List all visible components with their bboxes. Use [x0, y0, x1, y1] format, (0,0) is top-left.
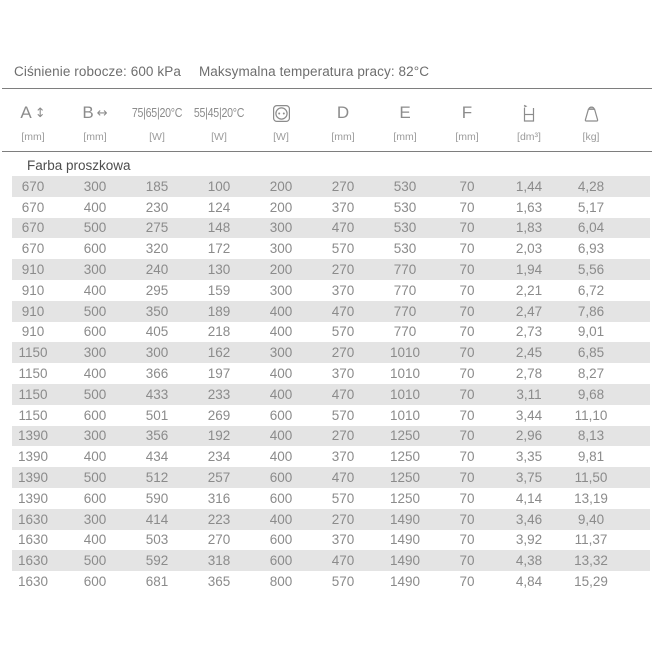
table-cell: 5,17 — [577, 199, 605, 215]
table-cell: 1250 — [389, 490, 421, 506]
column-header-power-75 — [126, 99, 188, 143]
table-cell: 503 — [145, 532, 169, 548]
table-cell: 400 — [83, 199, 107, 215]
table-cell: 1,44 — [515, 178, 543, 194]
table-cell: 197 — [207, 366, 231, 382]
table-cell: 2,78 — [515, 366, 543, 382]
power-socket-icon — [272, 104, 291, 123]
table-row — [0, 426, 654, 447]
table-cell: 910 — [21, 282, 45, 298]
table-cell: 223 — [207, 511, 231, 527]
table-cell: 600 — [83, 490, 107, 506]
table-body — [0, 155, 654, 592]
up-down-arrow-icon: ↕ — [34, 105, 46, 121]
table-cell: 70 — [459, 490, 475, 506]
table-cell: 470 — [331, 220, 355, 236]
table-cell: 1630 — [17, 511, 49, 527]
table-cell: 233 — [207, 386, 231, 402]
table-cell: 500 — [83, 470, 107, 486]
table-cell: 370 — [331, 282, 355, 298]
table-cell: 400 — [83, 366, 107, 382]
table-cell: 770 — [393, 303, 417, 319]
table-cell: 270 — [331, 262, 355, 278]
max-temperature-text: Maksymalna temperatura pracy: 82°C — [198, 64, 430, 79]
table-row — [0, 238, 654, 259]
table-cell: 1390 — [17, 470, 49, 486]
column-unit: [W] — [211, 131, 227, 143]
table-cell: 350 — [145, 303, 169, 319]
weight-bag-icon — [582, 103, 601, 124]
table-cell: 670 — [21, 178, 45, 194]
table-cell: 320 — [145, 241, 169, 257]
table-cell: 400 — [83, 532, 107, 548]
table-cell: 910 — [21, 262, 45, 278]
table-cell: 192 — [207, 428, 231, 444]
table-cell: 300 — [145, 345, 169, 361]
table-cell: 218 — [207, 324, 231, 340]
table-cell: 1010 — [389, 407, 421, 423]
table-cell: 370 — [331, 532, 355, 548]
table-cell: 295 — [145, 282, 169, 298]
table-cell: 770 — [393, 282, 417, 298]
table-cell: 70 — [459, 199, 475, 215]
table-cell: 270 — [331, 178, 355, 194]
table-cell: 270 — [331, 428, 355, 444]
table-header — [2, 99, 622, 143]
column-unit: [W] — [273, 131, 289, 143]
table-cell: 70 — [459, 282, 475, 298]
column-header-electric-power — [250, 99, 312, 143]
table-cell: 3,92 — [515, 532, 543, 548]
table-cell: 3,75 — [515, 470, 543, 486]
column-header-water-capacity — [498, 99, 560, 143]
table-cell: 300 — [83, 178, 107, 194]
table-cell: 1490 — [389, 532, 421, 548]
table-cell: 1010 — [389, 366, 421, 382]
table-cell: 70 — [459, 386, 475, 402]
table-cell: 770 — [393, 324, 417, 340]
table-cell: 70 — [459, 449, 475, 465]
table-cell: 234 — [207, 449, 231, 465]
table-cell: 300 — [83, 262, 107, 278]
table-cell: 400 — [83, 282, 107, 298]
table-cell: 370 — [331, 449, 355, 465]
table-cell: 400 — [269, 366, 293, 382]
column-symbol: E — [399, 103, 411, 122]
table-row — [0, 550, 654, 571]
column-unit: [W] — [149, 131, 165, 143]
table-cell: 70 — [459, 532, 475, 548]
table-cell: 500 — [83, 553, 107, 569]
table-row — [0, 446, 654, 467]
table-cell: 200 — [269, 199, 293, 215]
table-cell: 162 — [207, 345, 231, 361]
column-symbol: B — [82, 103, 94, 122]
table-cell: 4,14 — [515, 490, 543, 506]
column-symbol: 75|65|20°C — [131, 106, 183, 120]
table-cell: 1490 — [389, 574, 421, 590]
column-unit: [mm] — [331, 131, 355, 143]
table-cell: 400 — [269, 303, 293, 319]
table-cell: 1,94 — [515, 262, 543, 278]
table-cell: 530 — [393, 178, 417, 194]
table-row — [0, 488, 654, 509]
column-unit: [mm] — [455, 131, 479, 143]
table-cell: 9,68 — [577, 386, 605, 402]
table-row — [0, 301, 654, 322]
table-cell: 670 — [21, 241, 45, 257]
table-row — [0, 176, 654, 197]
table-cell: 4,84 — [515, 574, 543, 590]
table-cell: 8,13 — [577, 428, 605, 444]
table-cell: 1150 — [18, 366, 48, 382]
table-cell: 1390 — [17, 428, 49, 444]
table-cell: 1,63 — [515, 199, 543, 215]
table-cell: 405 — [145, 324, 169, 340]
table-cell: 433 — [145, 386, 169, 402]
table-cell: 2,45 — [515, 345, 543, 361]
column-symbol: 55|45|20°C — [193, 106, 245, 120]
table-cell: 592 — [145, 553, 169, 569]
table-cell: 70 — [459, 407, 475, 423]
table-cell: 124 — [207, 199, 231, 215]
column-unit: [mm] — [393, 131, 417, 143]
table-cell: 189 — [207, 303, 231, 319]
table-cell: 3,11 — [516, 386, 542, 402]
column-header-dim-f — [436, 99, 498, 143]
table-cell: 100 — [207, 178, 231, 194]
table-cell: 70 — [459, 428, 475, 444]
column-symbol: A — [20, 103, 32, 122]
table-cell: 8,27 — [577, 366, 605, 382]
table-cell: 270 — [331, 345, 355, 361]
column-symbol: F — [461, 103, 473, 122]
section-header: Farba proszkowa — [27, 158, 131, 173]
column-header-weight — [560, 99, 622, 143]
table-cell: 11,37 — [574, 532, 608, 548]
table-cell: 230 — [145, 199, 169, 215]
table-cell: 2,73 — [515, 324, 543, 340]
table-cell: 1250 — [389, 449, 421, 465]
table-cell: 400 — [83, 449, 107, 465]
table-cell: 400 — [269, 386, 293, 402]
table-cell: 570 — [331, 574, 355, 590]
table-cell: 70 — [459, 241, 475, 257]
info-bar — [14, 64, 646, 79]
table-cell: 6,85 — [577, 345, 605, 361]
table-row — [0, 467, 654, 488]
table-cell: 1010 — [389, 345, 421, 361]
table-cell: 1630 — [17, 574, 49, 590]
table-cell: 9,01 — [577, 324, 605, 340]
table-cell: 70 — [459, 470, 475, 486]
table-cell: 270 — [207, 532, 231, 548]
table-cell: 130 — [207, 262, 231, 278]
table-cell: 600 — [269, 490, 293, 506]
table-cell: 501 — [145, 407, 169, 423]
table-cell: 6,04 — [577, 220, 605, 236]
table-cell: 414 — [145, 511, 169, 527]
column-unit: [mm] — [21, 131, 45, 143]
table-cell: 600 — [269, 553, 293, 569]
table-cell: 1150 — [18, 345, 48, 361]
table-cell: 185 — [145, 178, 169, 194]
table-cell: 370 — [331, 366, 355, 382]
table-cell: 300 — [269, 282, 293, 298]
table-cell: 70 — [459, 220, 475, 236]
table-cell: 300 — [269, 345, 293, 361]
table-cell: 3,35 — [515, 449, 543, 465]
top-divider — [2, 88, 652, 89]
table-cell: 11,10 — [574, 407, 608, 423]
table-cell: 6,93 — [577, 241, 605, 257]
table-cell: 9,81 — [577, 449, 605, 465]
table-cell: 470 — [331, 303, 355, 319]
table-cell: 570 — [331, 490, 355, 506]
table-cell: 1,83 — [515, 220, 543, 236]
table-cell: 200 — [269, 178, 293, 194]
table-cell: 70 — [459, 324, 475, 340]
working-pressure-text: Ciśnienie robocze: 600 kPa — [14, 64, 181, 79]
table-cell: 910 — [21, 324, 45, 340]
table-cell: 600 — [269, 532, 293, 548]
table-cell: 148 — [207, 220, 231, 236]
table-cell: 300 — [83, 345, 107, 361]
table-cell: 530 — [393, 220, 417, 236]
table-cell: 1490 — [389, 511, 421, 527]
table-cell: 1390 — [17, 490, 49, 506]
table-cell: 9,40 — [577, 511, 605, 527]
table-cell: 470 — [331, 553, 355, 569]
table-cell: 1390 — [17, 449, 49, 465]
table-cell: 512 — [145, 470, 169, 486]
table-cell: 300 — [269, 241, 293, 257]
table-cell: 600 — [269, 407, 293, 423]
table-cell: 2,03 — [515, 241, 543, 257]
table-cell: 11,50 — [574, 470, 608, 486]
table-cell: 600 — [83, 574, 107, 590]
table-row — [0, 384, 654, 405]
table-row — [0, 218, 654, 239]
table-row — [0, 280, 654, 301]
table-cell: 257 — [207, 470, 231, 486]
table-cell: 172 — [207, 241, 231, 257]
table-rows — [0, 176, 654, 592]
table-cell: 70 — [459, 345, 475, 361]
column-header-dim-e — [374, 99, 436, 143]
table-cell: 15,29 — [574, 574, 608, 590]
table-cell: 400 — [269, 428, 293, 444]
table-cell: 366 — [145, 366, 169, 382]
table-cell: 13,32 — [574, 553, 608, 569]
table-row — [0, 571, 654, 592]
table-cell: 670 — [21, 199, 45, 215]
table-cell: 500 — [83, 220, 107, 236]
table-row — [0, 259, 654, 280]
table-cell: 240 — [145, 262, 169, 278]
table-cell: 400 — [269, 449, 293, 465]
table-cell: 70 — [459, 262, 475, 278]
table-cell: 800 — [269, 574, 293, 590]
table-cell: 600 — [83, 407, 107, 423]
table-cell: 1010 — [389, 386, 421, 402]
table-cell: 70 — [459, 553, 475, 569]
column-unit: [dm³] — [517, 131, 541, 143]
table-cell: 1250 — [389, 470, 421, 486]
table-cell: 910 — [21, 303, 45, 319]
table-cell: 400 — [269, 511, 293, 527]
table-cell: 269 — [207, 407, 231, 423]
table-cell: 200 — [269, 262, 293, 278]
table-cell: 500 — [83, 386, 107, 402]
table-cell: 365 — [207, 574, 231, 590]
table-cell: 370 — [331, 199, 355, 215]
table-cell: 5,56 — [577, 262, 605, 278]
table-cell: 2,47 — [515, 303, 543, 319]
column-header-width-b — [64, 99, 126, 143]
table-cell: 590 — [145, 490, 169, 506]
table-cell: 530 — [393, 199, 417, 215]
table-cell: 3,44 — [515, 407, 543, 423]
table-row — [0, 530, 654, 551]
table-row — [0, 405, 654, 426]
column-symbol: D — [336, 103, 350, 122]
table-cell: 356 — [145, 428, 169, 444]
table-cell: 530 — [393, 241, 417, 257]
table-cell: 470 — [331, 470, 355, 486]
table-cell: 600 — [269, 470, 293, 486]
table-cell: 600 — [83, 324, 107, 340]
table-row — [0, 322, 654, 343]
table-cell: 770 — [393, 262, 417, 278]
table-cell: 670 — [21, 220, 45, 236]
left-right-arrow-icon: ↔ — [96, 105, 108, 121]
table-cell: 570 — [331, 407, 355, 423]
column-header-power-55 — [188, 99, 250, 143]
table-cell: 70 — [459, 366, 475, 382]
table-cell: 1630 — [17, 532, 49, 548]
table-cell: 600 — [83, 241, 107, 257]
table-cell: 70 — [459, 511, 475, 527]
table-cell: 300 — [269, 220, 293, 236]
table-row — [0, 363, 654, 384]
table-cell: 6,72 — [577, 282, 605, 298]
table-cell: 500 — [83, 303, 107, 319]
column-header-height-a — [2, 99, 64, 143]
table-cell: 470 — [331, 386, 355, 402]
column-unit: [mm] — [83, 131, 107, 143]
table-cell: 1150 — [18, 386, 48, 402]
table-cell: 1150 — [18, 407, 48, 423]
table-cell: 4,38 — [515, 553, 543, 569]
table-cell: 300 — [83, 511, 107, 527]
table-cell: 1630 — [17, 553, 49, 569]
table-cell: 300 — [83, 428, 107, 444]
table-cell: 3,46 — [515, 511, 543, 527]
table-cell: 70 — [459, 303, 475, 319]
water-capacity-icon — [521, 103, 537, 124]
table-cell: 316 — [207, 490, 231, 506]
table-row — [0, 509, 654, 530]
table-row — [0, 197, 654, 218]
table-cell: 2,21 — [515, 282, 543, 298]
table-cell: 1250 — [389, 428, 421, 444]
table-cell: 13,19 — [574, 490, 608, 506]
table-cell: 570 — [331, 241, 355, 257]
table-cell: 7,86 — [577, 303, 605, 319]
table-cell: 434 — [145, 449, 169, 465]
table-cell: 400 — [269, 324, 293, 340]
table-cell: 318 — [207, 553, 231, 569]
table-cell: 4,28 — [577, 178, 605, 194]
header-divider — [2, 151, 652, 152]
table-row — [0, 342, 654, 363]
table-cell: 275 — [145, 220, 169, 236]
table-cell: 159 — [207, 282, 231, 298]
table-cell: 2,96 — [515, 428, 543, 444]
table-cell: 270 — [331, 511, 355, 527]
table-cell: 681 — [145, 574, 169, 590]
table-cell: 1490 — [389, 553, 421, 569]
column-header-dim-d — [312, 99, 374, 143]
table-cell: 70 — [459, 574, 475, 590]
table-cell: 570 — [331, 324, 355, 340]
column-unit: [kg] — [582, 131, 600, 143]
table-cell: 70 — [459, 178, 475, 194]
